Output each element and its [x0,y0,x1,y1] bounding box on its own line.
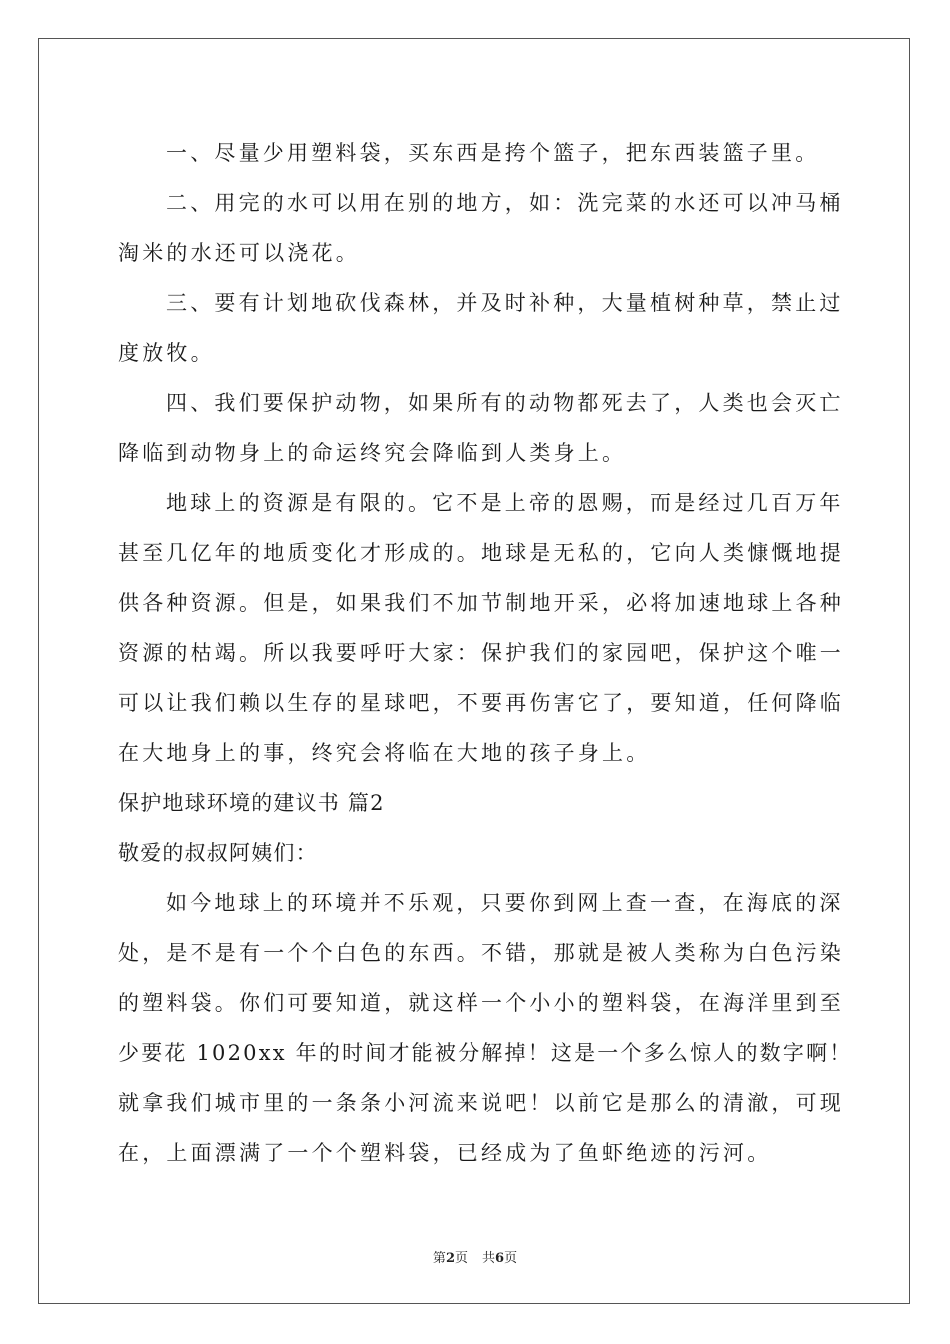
paragraph-line: 地球上的资源是有限的。它不是上帝的恩赐，而是经过几百万年 [166,491,844,515]
paragraph-line: 可以让我们赖以生存的星球吧，不要再伤害它了，要知道，任何降临 [118,691,844,715]
page-prefix: 第 [432,1251,446,1266]
section-heading: 保护地球环境的建议书 篇2 [118,791,385,815]
document-body [118,128,853,1178]
paragraph-line: 度放牧。 [118,341,215,365]
paragraph-line: 的塑料袋。你们可要知道，就这样一个小小的塑料袋，在海洋里到至 [118,991,844,1015]
paragraph-line: 如今地球上的环境并不乐观，只要你到网上查一查，在海底的深 [166,891,844,915]
paragraph-line: 就拿我们城市里的一条条小河流来说吧！以前它是那么的清澈，可现 [118,1091,844,1115]
total-prefix: 共 [482,1251,496,1266]
paragraph-line: 三、要有计划地砍伐森林，并及时补种，大量植树种草，禁止过 [166,291,844,315]
page-number: 2 [445,1251,455,1266]
paragraph-line: 二、用完的水可以用在别的地方，如：洗完菜的水还可以冲马桶 [166,191,844,215]
paragraph-line: 甚至几亿年的地质变化才形成的。地球是无私的，它向人类慷慨地提 [118,541,844,565]
paragraph-line: 淘米的水还可以浇花。 [118,241,360,265]
paragraph-line: 少要花 1020xx 年的时间才能被分解掉！这是一个多么惊人的数字啊！ [118,1041,853,1065]
paragraph-line: 一、尽量少用塑料袋，买东西是挎个篮子，把东西装篮子里。 [166,141,820,165]
paragraph-line: 处，是不是有一个个白色的东西。不错，那就是被人类称为白色污染 [118,941,844,965]
page-footer [0,1247,950,1266]
paragraph-line: 在，上面漂满了一个个塑料袋，已经成为了鱼虾绝迹的污河。 [118,1141,772,1165]
paragraph-line: 四、我们要保护动物，如果所有的动物都死去了，人类也会灭亡 [166,391,844,415]
paragraph-line: 在大地身上的事，终究会将临在大地的孩子身上。 [118,741,651,765]
salutation: 敬爱的叔叔阿姨们： [118,841,318,865]
paragraph-line: 供各种资源。但是，如果我们不加节制地开采，必将加速地球上各种 [118,591,844,615]
page-suffix: 页 [454,1251,468,1266]
paragraph-line: 资源的枯竭。所以我要呼吁大家：保护我们的家园吧，保护这个唯一 [118,641,844,665]
total-pages: 6 [495,1251,505,1266]
total-suffix: 页 [504,1251,518,1266]
paragraph-line: 降临到动物身上的命运终究会降临到人类身上。 [118,441,627,465]
